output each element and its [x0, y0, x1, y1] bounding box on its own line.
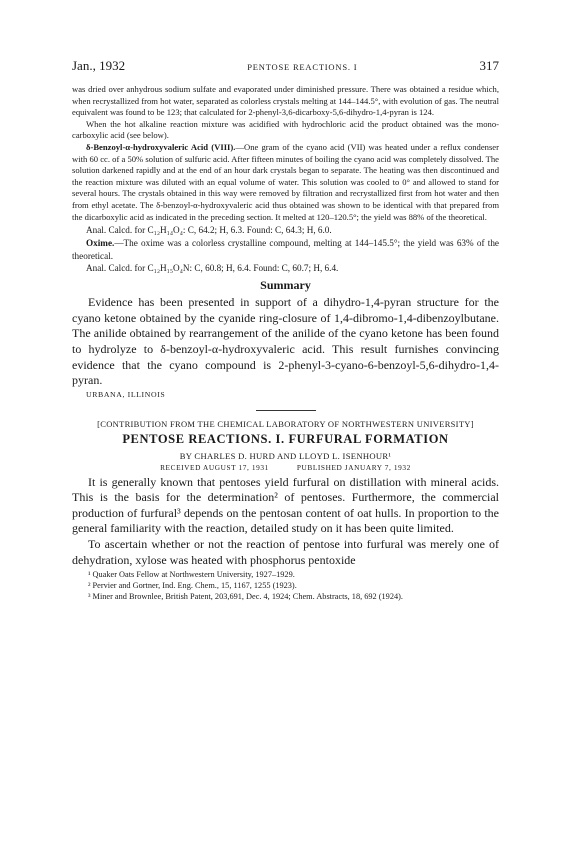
author-line: BY CHARLES D. HURD AND LLOYD L. ISENHOUR¹ [179, 450, 392, 461]
article-title: PENTOSE REACTIONS. I. FURFURAL FORMATION [122, 431, 449, 446]
oxime-text: —The oxime was a colorless crystalline compound, melting at 144–145.5°; the yield was 63% of the theoretical. [72, 238, 499, 261]
summary-heading: Summary [260, 278, 311, 293]
paragraph-oxime [72, 237, 499, 262]
footnote-1: ¹ Quaker Oats Fellow at Northwestern University, 1927–1929. [88, 570, 295, 580]
journal-page [72, 58, 499, 602]
summary-text: Evidence has been presented in support of a dihydro-1,4-pyran structure for the cyano ketone obtained by the cyanide ring-closure of 1,4-dibromo-1,4-dibenzoylbutane. The anilide obtained by rearrangement of the anilide of the cyano ketone has been found to hydrolyze to δ-benzoyl-α-hydroxyvaleric acid. This result furnishes convincing evidence that the cyano compound is 2-phenyl-3-cyano-6-benzoyl-5,6-dihydro-1,4-pyran. [72, 295, 499, 388]
compound-heading: δ-Benzoyl-α-hydroxyvaleric Acid (VIII). [86, 141, 236, 152]
footnote-3: ³ Miner and Brownlee, British Patent, 203,691, Dec. 4, 1924; Chem. Abstracts, 18, 692 (1924). [88, 592, 403, 602]
paragraph-benzoyl-acid [72, 142, 499, 223]
paragraph-acidified: When the hot alkaline reaction mixture was acidified with hydrochloric acid the product obtained was the mono-carboxylic acid (see below). [72, 118, 499, 141]
header-running-title: PENTOSE REACTIONS. I [247, 62, 358, 72]
dates-line [72, 463, 499, 472]
section-divider [256, 410, 316, 411]
analysis-line-2: Anal. Calcd. for C₁₂H₁₅O₄N: C, 60.8; H, 6.4. Found: C, 60.7; H, 6.4. [86, 263, 339, 274]
header-date: Jan., 1932 [72, 58, 126, 73]
received-date: RECEIVED AUGUST 17, 1931 [160, 462, 269, 472]
footnote-2: ² Pervier and Gortner, Ind. Eng. Chem., 15, 1167, 1255 (1923). [88, 581, 297, 591]
oxime-heading: Oxime. [86, 238, 115, 249]
article-paragraph-1: It is generally known that pentoses yield furfural on distillation with mineral acids. This is the basis for the determination² of pentoses. Furthermore, the commercial production of furfural³ depends on the pentosan content of oat hulls. In proportion to the general familiarity with the reaction, detailed study on it has been quite limited. [72, 474, 499, 536]
paragraph-dicarboxy: was dried over anhydrous sodium sulfate and evaporated under diminished pressure. There was obtained a residue which, when recrystallized from hot water, separated as colorless crystals melting at 144–144.5°, with evolution of gas. The neutral equivalent was found to be 123; that calculated for 2-phenyl-3,6-dicarboxy-5,6-dihydro-1,4-pyran is 124. [72, 84, 499, 118]
location-line: URBANA, ILLINOIS [86, 389, 166, 399]
contribution-line: [CONTRIBUTION FROM THE CHEMICAL LABORATORY OF NORTHWESTERN UNIVERSITY] [97, 418, 474, 429]
running-header [72, 58, 499, 74]
analysis-line-1: Anal. Calcd. for C₁₂H₁₄O₄: C, 64.2; H, 6.3. Found: C, 64.3; H, 6.0. [86, 225, 332, 236]
page-number: 317 [479, 58, 499, 73]
article-paragraph-2: To ascertain whether or not the reaction of pentose into furfural was merely one of dehydration, xylose was heated with phosphorus pentoxide [72, 537, 499, 567]
published-date: PUBLISHED JANUARY 7, 1932 [296, 462, 411, 472]
footnotes [72, 569, 499, 602]
benzoyl-acid-text: —One gram of the cyano acid (VII) was heated under a reflux condenser with 60 cc. of a 50% solution of sulfuric acid. After fifteen minutes of boiling the cyano acid was completely dissolved. The solution darkened rapidly and at the end of an hour dark crystals began to separate. The heating was then discontinued and the reaction mixture was diluted with an equal volume of water. This solution was cooled to 0° and allowed to stand for several hours. The crystals obtained in this way were removed by filtration and recrystallized first from hot water and then from ethyl acetate. The δ-benzoyl-α-hydroxyvaleric acid thus obtained was shown to be identical with that prepared from the dicarboxylic acid as indicated in the preceding section. It melted at 120–120.5°; the yield was 88% of the theoretical. [72, 141, 499, 222]
